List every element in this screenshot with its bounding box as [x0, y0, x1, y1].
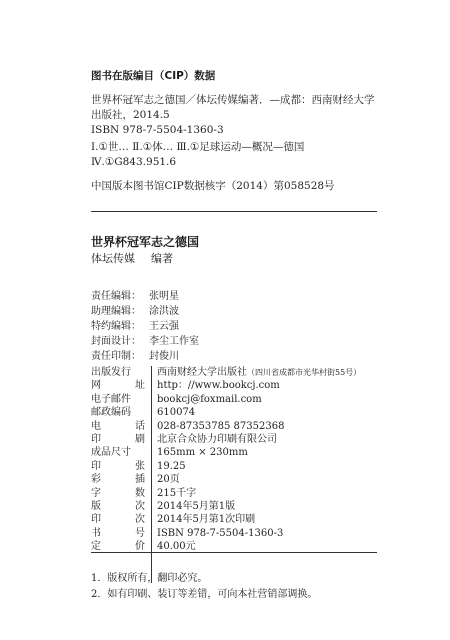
spec-label-part: 印 [91, 514, 101, 526]
color-plates-value: 20页 [157, 474, 180, 486]
spec-label-part: 电子邮件 [91, 393, 131, 405]
publisher-name: 西南财经大学出版社 [157, 367, 247, 378]
book-author-line [91, 250, 173, 266]
staff-row [91, 319, 199, 334]
spec-label-part: 插 [135, 474, 145, 486]
spec-label-part: 次 [135, 514, 145, 526]
spec-row [91, 406, 381, 419]
note-item: 1．版权所有，翻印必究。 [91, 573, 208, 584]
cip-heading: 图书在版编目（CIP）数据 [91, 70, 216, 82]
postal-code-value: 610074 [157, 407, 196, 419]
staff-value: 封俊川 [149, 351, 179, 362]
spec-row [91, 420, 381, 433]
spec-label-part: 彩 [91, 474, 101, 486]
edition-value: 2014年5月第1版 [157, 500, 236, 512]
word-count-value: 215千字 [157, 487, 197, 499]
spec-row [91, 446, 381, 459]
spec-label-part: 电 [91, 420, 101, 432]
note-item: 2．如有印刷、装订等差错，可向本社营销部调换。 [91, 589, 318, 600]
spec-row [91, 500, 381, 513]
book-title: 世界杯冠军志之德国 [91, 235, 200, 249]
staff-label: 特约编辑： [91, 321, 141, 332]
spec-label [91, 433, 151, 446]
spec-label-part: 印 [91, 433, 101, 445]
cip-description-line: 出版社，2014.5 [91, 109, 170, 121]
specs-divider [151, 366, 152, 583]
spec-label [91, 366, 151, 379]
spec-label-part: 号 [135, 527, 145, 539]
cip-classification-line: Ⅳ.①G843.951.6 [91, 156, 177, 168]
spec-label [91, 473, 151, 486]
staff-label: 责任编辑： [91, 291, 141, 302]
spec-row [91, 487, 381, 500]
spec-label [91, 460, 151, 473]
notes [91, 571, 317, 603]
top-rule [91, 211, 377, 212]
staff-label: 助理编辑： [91, 306, 141, 317]
spec-label-part: 价 [135, 541, 145, 553]
spec-label [91, 420, 151, 433]
spec-label-part: 网 [91, 380, 101, 392]
spec-label-part: 定 [91, 541, 101, 553]
spec-label [91, 446, 151, 459]
staff-label: 责任印制： [91, 351, 141, 362]
spec-label-part: 印 [91, 460, 101, 472]
spec-label-part: 数 [135, 487, 145, 499]
publication-specs [91, 366, 381, 553]
email-value: bookcj@foxmail.com [157, 393, 262, 405]
spec-label-part: 书 [91, 527, 101, 539]
staff-list [91, 289, 199, 364]
spec-row [91, 393, 381, 406]
spec-label-part: 次 [135, 500, 145, 512]
cip-classification-line: Ⅰ.①世… Ⅱ.①体… Ⅲ.①足球运动—概况—德国 [91, 141, 305, 153]
staff-row [91, 334, 199, 349]
cip-description [91, 93, 391, 138]
cip-number: 中国版本图书馆CIP数据核字（2014）第058528号 [91, 180, 335, 192]
spec-label-part: 字 [91, 487, 101, 499]
price-value: 40.00元 [157, 541, 196, 553]
spec-row [91, 460, 381, 473]
staff-value: 涂洪波 [149, 306, 179, 317]
cip-classification [91, 140, 391, 170]
cip-isbn: ISBN 978-7-5504-1360-3 [91, 124, 224, 136]
spec-row [91, 366, 381, 379]
staff-row [91, 289, 199, 304]
spec-label-part: 刷 [135, 433, 145, 445]
author-role: 编著 [151, 252, 173, 265]
spec-row [91, 473, 381, 486]
spec-label [91, 513, 151, 526]
spec-label [91, 379, 151, 392]
spec-label [91, 406, 151, 419]
spec-label [91, 500, 151, 513]
website-value: http：//www.bookcj.com [157, 380, 280, 392]
printing-value: 2014年5月第1次印刷 [157, 514, 256, 526]
spec-label-part: 邮政编码 [91, 407, 131, 419]
publisher-address: （四川省成都市光华村街55号） [247, 368, 362, 377]
spec-row [91, 527, 381, 540]
spec-label [91, 393, 151, 406]
spec-row [91, 433, 381, 446]
isbn-value: ISBN 978-7-5504-1360-3 [157, 527, 284, 539]
staff-row [91, 304, 199, 319]
staff-value: 李尘工作室 [149, 336, 199, 347]
staff-label: 封面设计： [91, 336, 141, 347]
spec-label-part: 版 [91, 500, 101, 512]
spec-value [151, 366, 381, 379]
sheets-value: 19.25 [157, 460, 186, 472]
spec-row [91, 379, 381, 392]
printer-value: 北京合众协力印刷有限公司 [157, 433, 277, 445]
staff-value: 王云强 [149, 321, 179, 332]
spec-label [91, 487, 151, 500]
staff-value: 张明星 [149, 291, 179, 302]
spec-label-part: 址 [135, 380, 145, 392]
spec-label-part: 张 [135, 460, 145, 472]
trim-size-value: 165mm × 230mm [157, 447, 248, 459]
spec-label [91, 527, 151, 540]
phone-value: 028-87353785 87352368 [157, 420, 285, 432]
author-name: 体坛传媒 [91, 252, 135, 265]
cip-description-line: 世界杯冠军志之德国／体坛传媒编著．—成都：西南财经大学 [91, 94, 375, 106]
spec-row [91, 513, 381, 526]
spec-label-part: 出版发行 [91, 367, 131, 378]
spec-label-part: 话 [135, 420, 145, 432]
bottom-rule [91, 552, 377, 553]
staff-row [91, 349, 199, 364]
spec-label-part: 成品尺寸 [91, 447, 131, 459]
